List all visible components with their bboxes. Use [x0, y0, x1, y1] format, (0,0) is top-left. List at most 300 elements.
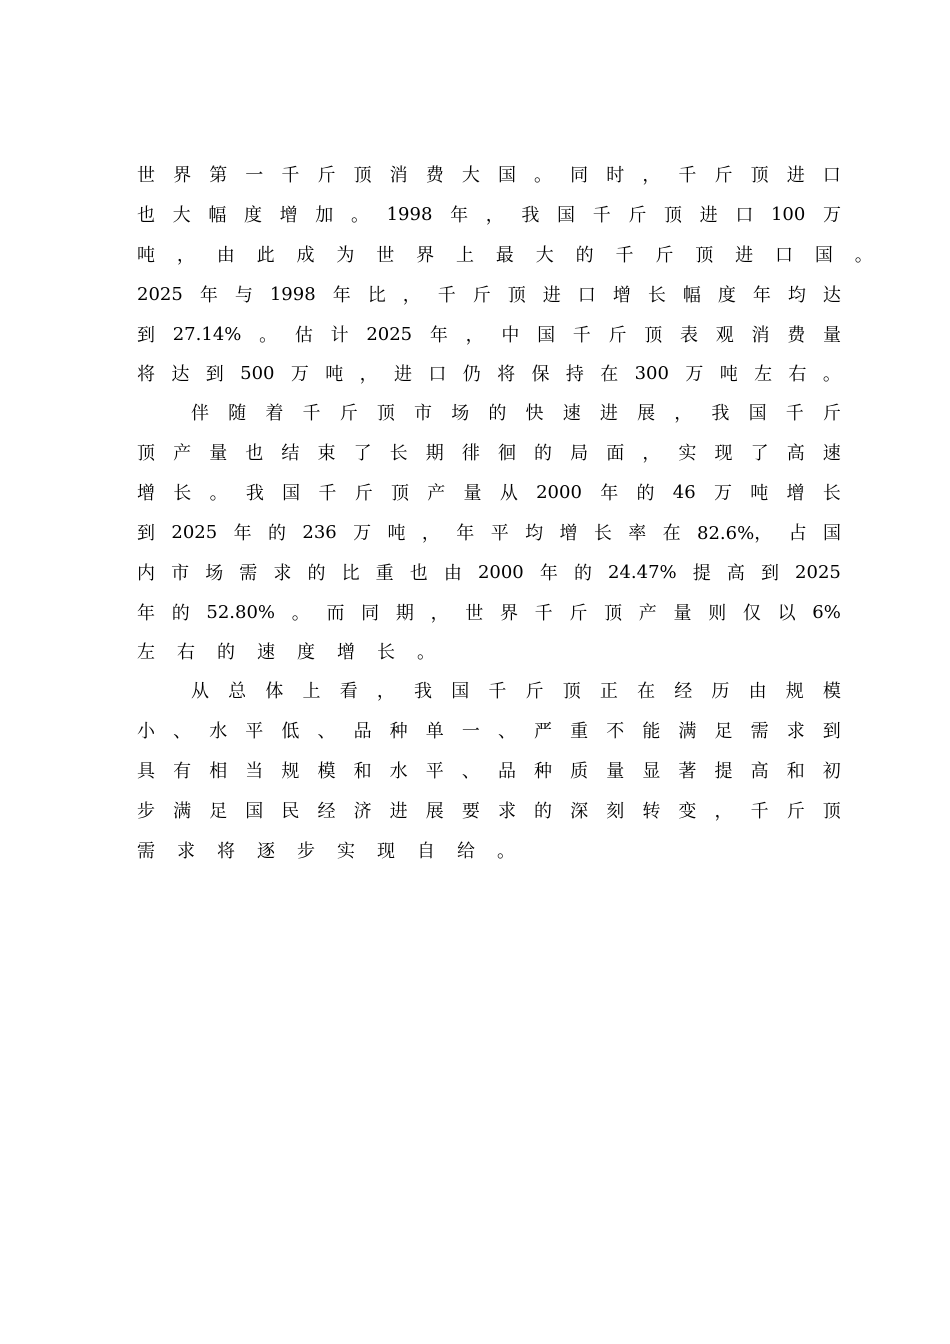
paragraph-end-line — [137, 830, 841, 870]
text-token: 徘 — [461, 443, 480, 464]
text-token: 从 — [191, 681, 209, 702]
text-token: 同 — [361, 603, 380, 624]
text-token: 。 — [854, 245, 873, 266]
text-token: 持 — [565, 364, 584, 385]
text-token: 到 — [137, 523, 155, 544]
text-token: 需 — [137, 841, 155, 862]
text-token: 左 — [137, 642, 155, 663]
text-token: ， — [421, 523, 440, 544]
text-token: 提 — [714, 761, 733, 782]
text-token: 也 — [409, 563, 428, 584]
text-token: 我 — [711, 403, 730, 424]
text-token: 万 — [353, 523, 372, 544]
text-token: 高 — [786, 443, 805, 464]
text-token: 在 — [662, 523, 681, 544]
text-token: 模 — [317, 761, 336, 782]
text-token: 顶 — [664, 205, 682, 226]
text-token: 年 — [539, 563, 558, 584]
text-line — [137, 354, 841, 392]
text-token: 年 — [137, 603, 155, 624]
text-token: 增 — [559, 523, 578, 544]
text-token: 斤 — [339, 403, 358, 424]
text-token: 深 — [570, 801, 589, 822]
text-token: 了 — [750, 443, 769, 464]
text-token: 中 — [501, 325, 520, 346]
text-token: 左 — [754, 364, 773, 385]
text-token: 率 — [628, 523, 647, 544]
text-token: 吨 — [750, 483, 769, 504]
text-token: 量 — [463, 483, 482, 504]
text-token: 在 — [600, 364, 619, 385]
text-token: 进 — [542, 285, 561, 306]
text-token: 比 — [367, 285, 386, 306]
text-token: 进 — [735, 245, 754, 266]
text-token: 经 — [674, 681, 693, 702]
text-token: 斤 — [655, 245, 674, 266]
text-token: 品 — [353, 721, 372, 742]
text-token: 。 — [822, 364, 841, 385]
text-token: 场 — [205, 563, 224, 584]
text-token: 右 — [177, 642, 195, 663]
text-token: 逐 — [257, 841, 275, 862]
text-token: 最 — [495, 245, 514, 266]
text-token: 速 — [822, 443, 841, 464]
text-token: 从 — [499, 483, 518, 504]
text-token: 此 — [256, 245, 275, 266]
text-token: 济 — [353, 801, 372, 822]
text-line — [137, 790, 841, 830]
text-token: 初 — [822, 761, 841, 782]
text-token: 千 — [750, 801, 769, 822]
text-token: 市 — [414, 403, 433, 424]
text-token: ， — [176, 245, 195, 266]
text-token: 由 — [216, 245, 235, 266]
text-token: 国 — [451, 681, 470, 702]
text-token: 度 — [297, 642, 315, 663]
text-token: 展 — [425, 801, 444, 822]
text-token: 观 — [715, 325, 734, 346]
text-token: 顶 — [562, 681, 581, 702]
text-token: 顶 — [750, 165, 769, 186]
text-token: 长 — [647, 285, 666, 306]
text-token: 、 — [317, 721, 336, 742]
text-token: 着 — [265, 403, 284, 424]
text-token: 界 — [499, 603, 518, 624]
text-token: 转 — [642, 801, 661, 822]
text-token: 100 — [770, 203, 806, 225]
text-token: 由 — [443, 563, 462, 584]
text-token: 求 — [497, 801, 516, 822]
text-token: 量 — [822, 325, 841, 346]
text-token: 成 — [296, 245, 315, 266]
text-token: 量 — [606, 761, 625, 782]
text-token: 达 — [171, 364, 190, 385]
text-token: 高 — [726, 563, 745, 584]
text-token: 模 — [822, 681, 841, 702]
text-token: 斤 — [714, 165, 733, 186]
text-token: 均 — [525, 523, 544, 544]
text-line — [137, 750, 841, 790]
text-line — [137, 512, 841, 552]
text-token: 6% — [812, 601, 841, 623]
text-token: 大 — [172, 205, 191, 226]
text-token: 与 — [234, 285, 253, 306]
text-token: 斤 — [525, 681, 544, 702]
text-token: ， — [359, 364, 378, 385]
text-token: 产 — [427, 483, 446, 504]
text-token: 顶 — [604, 603, 623, 624]
text-token: 千 — [488, 681, 507, 702]
text-token: ， — [714, 801, 733, 822]
text-token: 局 — [570, 443, 589, 464]
text-line — [137, 472, 841, 512]
text-token: 、 — [497, 721, 516, 742]
text-token: ， — [376, 681, 395, 702]
text-token: 82.6%， — [697, 523, 773, 544]
text-token: 国 — [245, 801, 264, 822]
text-token: 满 — [678, 721, 697, 742]
text-token: 千 — [534, 603, 553, 624]
text-token: 刻 — [606, 801, 625, 822]
text-line — [137, 710, 841, 750]
text-line — [137, 314, 841, 354]
text-token: 国 — [814, 245, 833, 266]
text-token: 同 — [570, 165, 589, 186]
text-token: 估 — [294, 325, 313, 346]
text-token: 求 — [273, 563, 292, 584]
text-token: 为 — [336, 245, 355, 266]
text-line — [137, 592, 841, 632]
text-token: 进 — [699, 205, 718, 226]
text-token: 量 — [673, 603, 692, 624]
text-token: 速 — [562, 403, 581, 424]
text-token: 大 — [461, 165, 480, 186]
text-token: 伴 — [191, 403, 209, 424]
text-token: 顶 — [376, 403, 395, 424]
text-line — [137, 234, 873, 274]
text-token: 规 — [281, 761, 300, 782]
text-token: 年 — [332, 285, 351, 306]
text-token: 平 — [245, 721, 264, 742]
text-token: 求 — [786, 721, 805, 742]
text-token: 增 — [786, 483, 805, 504]
text-token: 。 — [291, 603, 310, 624]
text-token: 2025 — [366, 323, 413, 345]
text-token: 不 — [606, 721, 625, 742]
text-token: 质 — [570, 761, 589, 782]
text-token: 界 — [416, 245, 435, 266]
text-token: 仍 — [462, 364, 481, 385]
text-token: 量 — [209, 443, 228, 464]
text-token: 斤 — [569, 603, 588, 624]
text-token: 、 — [173, 721, 192, 742]
text-token: 当 — [245, 761, 264, 782]
text-token: 1998 — [269, 283, 316, 305]
text-token: 有 — [173, 761, 192, 782]
text-token: 1998 — [386, 203, 433, 225]
text-token: 快 — [525, 403, 544, 424]
text-token: 体 — [265, 681, 284, 702]
text-token: 种 — [389, 721, 408, 742]
text-token: 吨 — [137, 245, 155, 266]
text-line — [137, 154, 841, 194]
text-token: 增 — [137, 483, 155, 504]
text-token: 以 — [777, 603, 796, 624]
text-token: 增 — [612, 285, 631, 306]
text-token: 国 — [497, 165, 516, 186]
text-token: 斤 — [317, 165, 336, 186]
text-token: 顶 — [353, 165, 372, 186]
text-token: 将 — [217, 841, 235, 862]
text-token: 需 — [750, 721, 769, 742]
text-token: 幅 — [682, 285, 701, 306]
text-token: 均 — [787, 285, 806, 306]
text-token: 年 — [199, 285, 218, 306]
text-token: 经 — [317, 801, 336, 822]
text-token: 。 — [259, 325, 278, 346]
text-token: 足 — [209, 801, 228, 822]
text-token: 上 — [456, 245, 474, 266]
text-token: 实 — [678, 443, 697, 464]
text-token: 顶 — [644, 325, 663, 346]
text-token: ， — [430, 603, 449, 624]
text-token: 能 — [642, 721, 661, 742]
text-token: 度 — [243, 205, 262, 226]
text-token: 2000 — [536, 481, 582, 503]
text-token: 长 — [173, 483, 192, 504]
text-token: 口 — [735, 205, 754, 226]
text-token: 2025 — [795, 561, 841, 583]
text-token: 相 — [209, 761, 228, 782]
text-token: 也 — [137, 205, 155, 226]
text-token: 千 — [592, 205, 611, 226]
text-token: 长 — [377, 642, 395, 663]
text-token: 吨 — [325, 364, 344, 385]
text-token: 我 — [245, 483, 264, 504]
text-token: 我 — [414, 681, 433, 702]
text-token: 重 — [375, 563, 394, 584]
text-token: 年 — [752, 285, 771, 306]
text-token: 重 — [570, 721, 589, 742]
text-token: 产 — [638, 603, 657, 624]
text-token: 市 — [171, 563, 190, 584]
text-token: 随 — [228, 403, 247, 424]
text-token: 的 — [267, 523, 286, 544]
text-token: 显 — [642, 761, 661, 782]
text-token: 现 — [377, 841, 395, 862]
text-token: 52.80% — [206, 601, 276, 623]
text-token: 变 — [678, 801, 697, 822]
text-token: 吨 — [387, 523, 406, 544]
text-token: 顶 — [822, 801, 841, 822]
text-token: 世 — [465, 603, 484, 624]
text-token: 规 — [785, 681, 804, 702]
text-token: 满 — [173, 801, 192, 822]
text-line — [137, 432, 841, 472]
text-token: 自 — [417, 841, 435, 862]
text-token: 民 — [281, 801, 300, 822]
text-line — [137, 194, 841, 234]
text-token: 高 — [750, 761, 769, 782]
text-token: 236 — [302, 521, 337, 543]
text-token: 历 — [711, 681, 730, 702]
text-token: 千 — [615, 245, 634, 266]
text-token: 严 — [534, 721, 553, 742]
text-token: 将 — [497, 364, 516, 385]
text-token: 右 — [788, 364, 807, 385]
text-token: 一 — [461, 721, 480, 742]
text-token: 和 — [786, 761, 805, 782]
text-token: 300 — [634, 362, 669, 384]
text-token: 正 — [599, 681, 618, 702]
text-token: 万 — [685, 364, 704, 385]
text-token: 水 — [389, 761, 408, 782]
text-token: 万 — [713, 483, 732, 504]
text-token: 千 — [678, 165, 697, 186]
text-token: 年 — [456, 523, 475, 544]
text-token: 吨 — [719, 364, 738, 385]
text-token: 达 — [822, 285, 841, 306]
text-token: 斤 — [786, 801, 805, 822]
text-token: 万 — [822, 205, 841, 226]
text-token: 需 — [239, 563, 258, 584]
text-token: 国 — [282, 483, 301, 504]
text-token: ， — [485, 205, 504, 226]
text-token: 单 — [425, 721, 444, 742]
text-token: 国 — [537, 325, 556, 346]
text-token: 世 — [376, 245, 395, 266]
text-token: 口 — [577, 285, 596, 306]
text-token: 第 — [209, 165, 228, 186]
paragraph-start-line — [137, 670, 841, 710]
text-token: 比 — [341, 563, 360, 584]
text-token: 进 — [786, 165, 805, 186]
text-token: 徊 — [497, 443, 516, 464]
text-token: 时 — [606, 165, 625, 186]
text-token: 期 — [395, 603, 414, 624]
text-token: 平 — [425, 761, 444, 782]
text-token: 进 — [393, 364, 412, 385]
text-token: 、 — [461, 761, 480, 782]
text-token: 到 — [137, 325, 155, 346]
text-token: ， — [402, 285, 421, 306]
text-token: 2000 — [477, 561, 524, 583]
text-token: 24.47% — [608, 561, 677, 583]
text-token: 在 — [637, 681, 656, 702]
text-token: 顶 — [390, 483, 409, 504]
text-token: 给 — [457, 841, 475, 862]
text-token: 展 — [637, 403, 656, 424]
text-token: 年 — [600, 483, 619, 504]
text-token: 总 — [228, 681, 247, 702]
text-line — [137, 552, 841, 592]
text-token: 的 — [307, 563, 326, 584]
text-token: 的 — [575, 245, 594, 266]
text-token: 口 — [775, 245, 793, 266]
text-token: 到 — [822, 721, 841, 742]
text-token: ， — [642, 165, 661, 186]
text-token: 面 — [606, 443, 625, 464]
text-token: 将 — [137, 364, 155, 385]
text-token: ， — [465, 325, 484, 346]
text-token: 一 — [245, 165, 264, 186]
text-token: 计 — [330, 325, 349, 346]
text-token: 低 — [281, 721, 300, 742]
text-token: 的 — [217, 642, 235, 663]
text-token: 度 — [717, 285, 736, 306]
text-token: 千 — [572, 325, 591, 346]
text-token: 场 — [451, 403, 470, 424]
text-token: 足 — [714, 721, 733, 742]
text-token: 的 — [534, 801, 553, 822]
text-token: 长 — [593, 523, 612, 544]
text-token: 大 — [535, 245, 554, 266]
text-token: 进 — [599, 403, 618, 424]
text-token: 500 — [240, 362, 275, 384]
text-token: 占 — [788, 523, 807, 544]
text-token: 由 — [748, 681, 767, 702]
text-token: 我 — [521, 205, 540, 226]
text-token: 到 — [205, 364, 224, 385]
text-token: 口 — [822, 165, 841, 186]
text-token: 的 — [573, 563, 592, 584]
text-token: 的 — [636, 483, 655, 504]
text-token: 年 — [429, 325, 448, 346]
text-token: 进 — [389, 801, 408, 822]
text-token: 品 — [497, 761, 516, 782]
text-token: 世 — [137, 165, 155, 186]
text-token: 步 — [297, 841, 315, 862]
text-token: 费 — [425, 165, 444, 186]
text-token: 了 — [353, 443, 372, 464]
text-token: 万 — [290, 364, 309, 385]
text-token: 顶 — [507, 285, 526, 306]
text-token: 表 — [680, 325, 698, 346]
text-token: 年 — [233, 523, 252, 544]
text-token: 2025 — [137, 283, 183, 305]
text-token: 束 — [317, 443, 336, 464]
text-token: 。 — [417, 642, 435, 663]
text-token: 口 — [428, 364, 447, 385]
text-token: ， — [674, 403, 693, 424]
text-token: 斤 — [472, 285, 491, 306]
text-token: 结 — [281, 443, 300, 464]
text-token: 平 — [490, 523, 509, 544]
text-token: 。 — [497, 841, 515, 862]
text-token: 则 — [708, 603, 727, 624]
text-token: 加 — [315, 205, 334, 226]
text-token: 到 — [760, 563, 779, 584]
paragraph-start-line — [137, 392, 841, 432]
paragraph-end-line — [137, 632, 841, 670]
text-token: 实 — [337, 841, 355, 862]
body-text — [137, 154, 877, 870]
text-token: 仅 — [742, 603, 761, 624]
text-token: 斤 — [354, 483, 373, 504]
text-token: 保 — [531, 364, 550, 385]
text-token: 种 — [534, 761, 553, 782]
text-token: 而 — [326, 603, 345, 624]
text-token: 著 — [678, 761, 697, 782]
text-token: 水 — [209, 721, 228, 742]
text-token: 具 — [137, 761, 155, 782]
text-token: 产 — [173, 443, 192, 464]
text-token: 内 — [137, 563, 155, 584]
text-token: 长 — [822, 483, 841, 504]
text-token: 千 — [281, 165, 300, 186]
text-token: 界 — [173, 165, 192, 186]
text-token: 千 — [785, 403, 804, 424]
